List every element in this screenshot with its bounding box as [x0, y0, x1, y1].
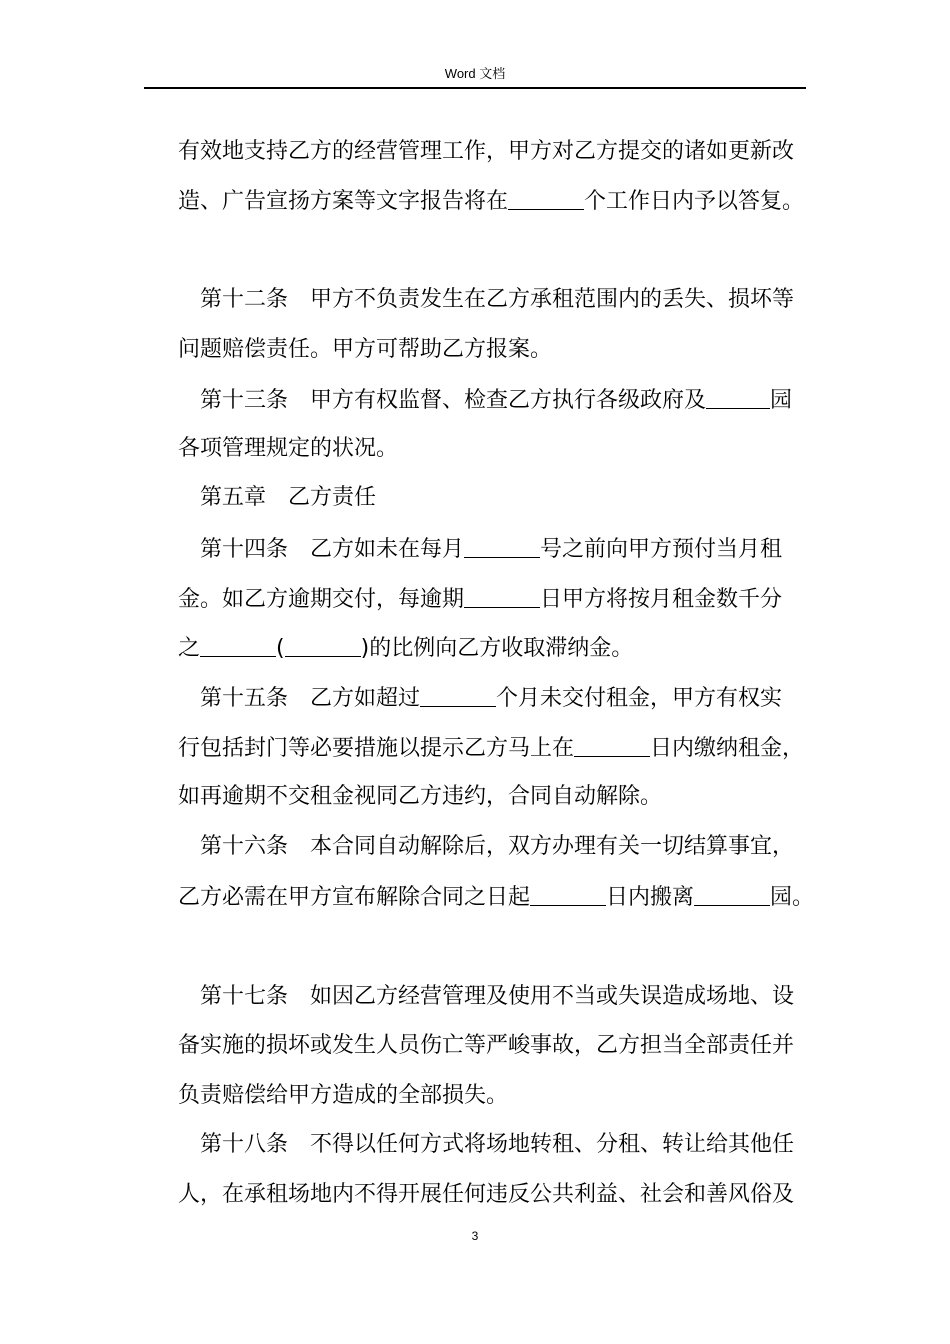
- text-run: 人，在承租场地内不得开展任何违反公共利益、社会和善风俗及: [178, 1182, 795, 1207]
- text-run: 甲方有权监督、检查乙方执行各级政府及: [310, 388, 707, 413]
- text-run: 乙方如超过: [310, 686, 421, 711]
- article-13-line: [178, 434, 398, 464]
- fill-in-blank: [574, 732, 650, 757]
- fill-in-blank: [285, 632, 361, 657]
- chapter-title: 乙方责任: [288, 485, 377, 510]
- fill-in-blank: [420, 682, 496, 707]
- text-run: 之: [178, 636, 201, 661]
- fill-in-blank: [464, 583, 540, 608]
- article-17-line: [178, 1081, 508, 1111]
- article-label: 第十八条: [200, 1132, 289, 1157]
- text-run: 如再逾期不交租金视同乙方违约，合同自动解除。: [178, 784, 663, 809]
- article-14-line: [178, 632, 633, 664]
- text-run: 乙方必需在甲方宣布解除合同之日起: [178, 885, 531, 910]
- article-16-line: [178, 881, 814, 913]
- chapter-heading: [200, 483, 376, 513]
- text-run: 各项管理规定的状况。: [178, 436, 399, 461]
- text-run: 金。如乙方逾期交付，每逾期: [178, 587, 465, 612]
- article-12-line: [178, 335, 552, 365]
- article-17-line: [178, 1031, 794, 1061]
- article-15-line: [200, 682, 782, 714]
- text-run: 不得以任何方式将场地转租、分租、转让给其他任: [310, 1132, 795, 1157]
- text-run: 造、广告宣扬方案等文字报告将在: [178, 189, 509, 214]
- article-14-line: [200, 533, 782, 565]
- article-label: 第十四条: [200, 537, 289, 562]
- paragraph-line: [178, 185, 804, 217]
- article-12-line: [200, 285, 794, 315]
- article-label: 第十三条: [200, 388, 289, 413]
- article-18-line: [200, 1130, 794, 1160]
- fill-in-blank: [508, 185, 584, 210]
- text-run: 问题赔偿责任。甲方可帮助乙方报案。: [178, 337, 553, 362]
- article-15-line: [178, 782, 662, 812]
- page-number: 3: [471, 1229, 479, 1243]
- article-15-line: [178, 732, 804, 764]
- article-label: 第十七条: [200, 984, 289, 1009]
- text-run: 号之前向甲方预付当月租: [540, 537, 783, 562]
- text-run: 乙方如未在每月: [310, 537, 465, 562]
- header-title: Word 文档: [444, 66, 506, 81]
- text-run: 日内搬离: [606, 885, 695, 910]
- header-rule: [144, 87, 806, 89]
- fill-in-blank: [706, 384, 770, 409]
- text-run: 日甲方将按月租金数千分: [540, 587, 783, 612]
- text-run: 本合同自动解除后，双方办理有关一切结算事宜，: [310, 834, 795, 859]
- text-run: 备实施的损坏或发生人员伤亡等严峻事故，乙方担当全部责任并: [178, 1033, 795, 1058]
- article-label: 第十五条: [200, 686, 289, 711]
- text-run: 有效地支持乙方的经营管理工作，甲方对乙方提交的诸如更新改: [178, 139, 795, 164]
- text-run: 负责赔偿给甲方造成的全部损失。: [178, 1083, 509, 1108]
- article-13-line: [200, 384, 792, 416]
- article-17-line: [200, 982, 794, 1012]
- text-run: 日内缴纳租金，: [650, 736, 805, 761]
- text-run: 行包括封门等必要措施以提示乙方马上在: [178, 736, 575, 761]
- fill-in-blank: [464, 533, 540, 558]
- text-run: 个月未交付租金，甲方有权实: [496, 686, 783, 711]
- text-run: )的比例向乙方收取滞纳金。: [360, 636, 634, 661]
- text-run: 园: [770, 388, 793, 413]
- fill-in-blank: [694, 881, 770, 906]
- article-18-line: [178, 1180, 794, 1210]
- text-run: 如因乙方经营管理及使用不当或失误造成场地、设: [310, 984, 795, 1009]
- text-run: 个工作日内予以答复。: [584, 189, 805, 214]
- paragraph-line: [178, 137, 794, 167]
- article-label: 第十六条: [200, 834, 289, 859]
- chapter-label: 第五章: [200, 485, 267, 510]
- article-label: 第十二条: [200, 287, 289, 312]
- text-run: 甲方不负责发生在乙方承租范围内的丢失、损坏等: [310, 287, 795, 312]
- fill-in-blank: [530, 881, 606, 906]
- text-run: (: [276, 636, 285, 661]
- article-16-line: [200, 832, 794, 862]
- fill-in-blank: [200, 632, 276, 657]
- article-14-line: [178, 583, 782, 615]
- text-run: 园。: [770, 885, 815, 910]
